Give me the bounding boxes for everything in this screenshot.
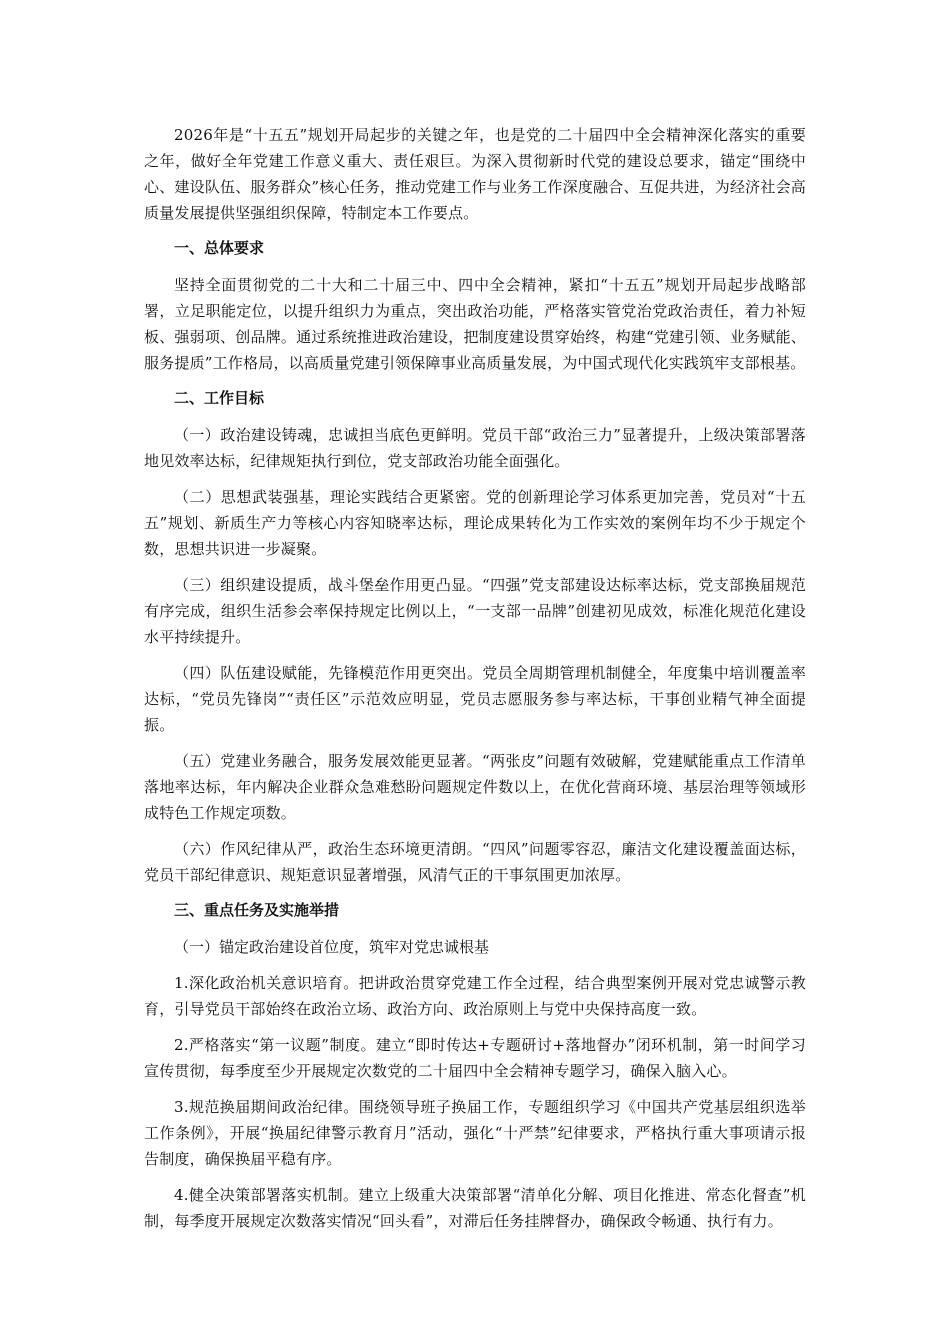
intro-paragraph: 2026年是“十五五”规划开局起步的关键之年，也是党的二十届四中全会精神深化落实的重要之年，做好全年党建工作意义重大、责任艰巨。为深入贯彻新时代党的建设总要求，锚定“围绕中心、建设队伍、服务群众”核心任务，推动党建工作与业务工作深度融合、互促共进，为经济社会高质量发展提供坚强组织保障，特制定本工作要点。 [144, 126, 806, 222]
general-requirements-paragraph: 坚持全面贯彻党的二十大和二十届三中、四中全会精神，紧扣“十五五”规划开局起步战略部署，立足职能定位，以提升组织力为重点，突出政治功能，严格落实管党治党政治责任，着力补短板、强弱项、创品牌。通过系统推进政治建设，把制度建设贯穿始终，构建“党建引领、业务赋能、服务提质”工作格局，以高质量党建引领保障事业高质量发展，为中国式现代化实践筑牢支部根基。 [144, 276, 806, 372]
task-item: 3.规范换届期间政治纪律。围绕领导班子换届工作，专题组织学习《中国共产党基层组织选举工作条例》，开展“换届纪律警示教育月”活动，强化“十严禁”纪律要求，严格执行重大事项请示报告制度，确保换届平稳有序。 [144, 1098, 806, 1168]
goal-item: （一）政治建设铸魂，忠诚担当底色更鲜明。党员干部“政治三力”显著提升，上级决策部署落地见效率达标，纪律规矩执行到位，党支部政治功能全面强化。 [144, 426, 806, 470]
section-heading-general-requirements: 一、总体要求 [174, 239, 265, 257]
section-heading-key-tasks: 三、重点任务及实施举措 [174, 901, 340, 919]
task-item: 1.深化政治机关意识培育。把讲政治贯穿党建工作全过程，结合典型案例开展对党忠诚警示教育，引导党员干部始终在政治立场、政治方向、政治原则上与党中央保持高度一致。 [144, 974, 806, 1018]
goal-item: （四）队伍建设赋能，先锋模范作用更突出。党员全周期管理机制健全，年度集中培训覆盖率达标，“党员先锋岗”“责任区”示范效应明显，党员志愿服务参与率达标，干事创业精气神全面提振。 [144, 664, 806, 734]
goal-item: （三）组织建设提质，战斗堡垒作用更凸显。“四强”党支部建设达标率达标，党支部换届规范有序完成，组织生活参会率保持规定比例以上，“一支部一品牌”创建初见成效，标准化规范化建设水平持续提升。 [144, 576, 806, 646]
section-heading-work-goals: 二、工作目标 [174, 389, 265, 407]
task-item: 4.健全决策部署落实机制。建立上级重大决策部署“清单化分解、项目化推进、常态化督查”机制，每季度开展规定次数落实情况“回头看”，对滞后任务挂牌督办，确保政令畅通、执行有力。 [144, 1186, 806, 1230]
task-item: 2.严格落实“第一议题”制度。建立“即时传达+专题研讨+落地督办”闭环机制，第一时间学习宣传贯彻，每季度至少开展规定次数党的二十届四中全会精神专题学习，确保入脑入心。 [144, 1036, 806, 1080]
goal-item: （五）党建业务融合，服务发展效能更显著。“两张皮”问题有效破解，党建赋能重点工作清单落地率达标，年内解决企业群众急难愁盼问题规定件数以上，在优化营商环境、基层治理等领域形成特色工作规定项数。 [144, 752, 806, 822]
goal-item: （二）思想武装强基，理论实践结合更紧密。党的创新理论学习体系更加完善，党员对“十五五”规划、新质生产力等核心内容知晓率达标，理论成果转化为工作实效的案例年均不少于规定个数，思想共识进一步凝聚。 [144, 488, 806, 558]
subsection-heading-political-building: （一）锚定政治建设首位度，筑牢对党忠诚根基 [174, 938, 490, 956]
goal-item: （六）作风纪律从严，政治生态环境更清朗。“四风”问题零容忍，廉洁文化建设覆盖面达标，党员干部纪律意识、规矩意识显著增强，风清气正的干事氛围更加浓厚。 [144, 840, 806, 884]
